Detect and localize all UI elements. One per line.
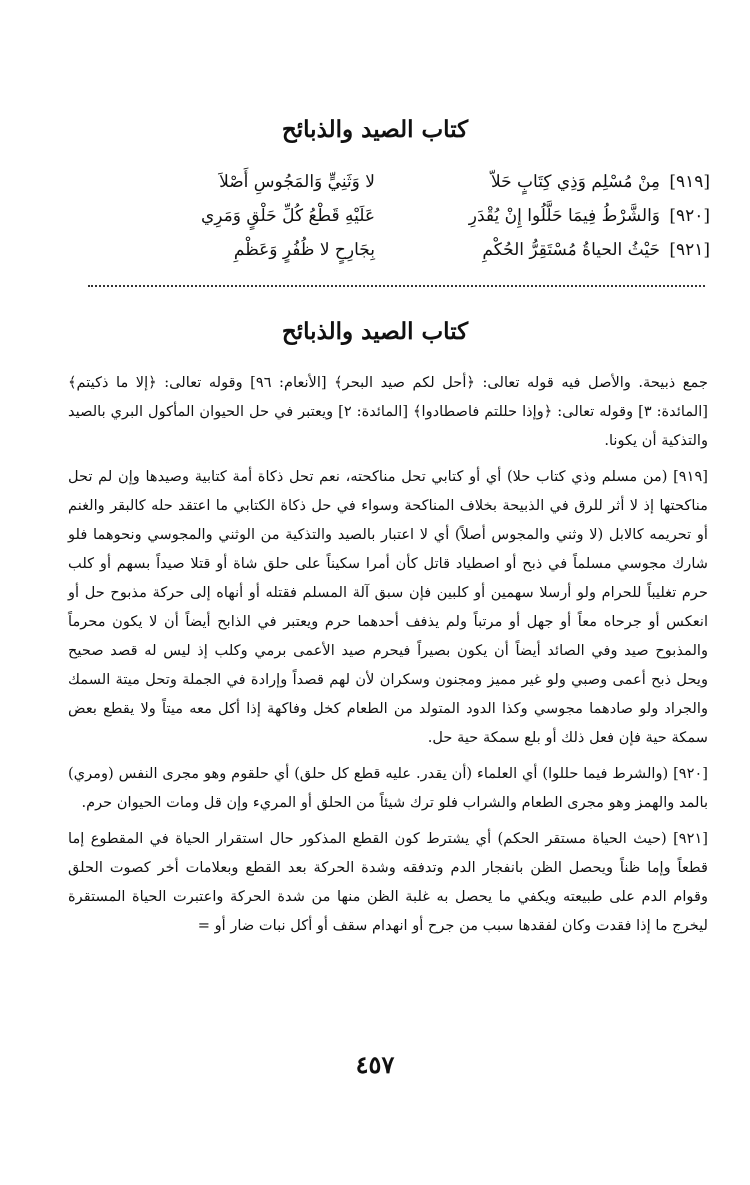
verse-row [110,202,710,236]
dotted-divider [88,285,705,287]
commentary-paragraph-920: [٩٢٠] (والشرط فيما حللوا) أي العلماء (أن يقدر. عليه قطع كل حلق) أي حلقوم وهو مجرى النفس (ومري) بالمد والهمز وهو مجرى الطعام والشراب فلو ترك شيئاً من الحلق أو المريء وإن قل ومات الحيوان حرم. [68,765,708,811]
verse-number: [٩١٩] [669,172,710,192]
commentary-paragraph-921: [٩٢١] (حيث الحياة مستقر الحكم) أي يشترط كون القطع المذكور حال استقرار الحياة في المقطوع إما قطعاً وإما ظناً ويحصل الظن بانفجار الدم وتدفقه وشدة الحركة بعد القطع وبعلامات أخر كصوت الحلق وقوام الدم على طبيعته ويكفي ما يحصل به غلبة الظن منها من شدة الحركة واعتبرت الحياة المستقرة ليخرج ما إذا فقدت وكان لفقدها سبب من جرح أو انهدام سقف أو أكل نبات ضار أو = [68,830,708,934]
verse-row [110,236,710,270]
verse-second-hemistich: لا وَثَنِيٍّ وَالمَجُوسِ أَصْلاَ [219,172,375,192]
verse-first-hemistich: مِنْ مُسْلِم وَذِي كِتَابٍ حَلاّ [490,172,660,192]
page-number: ٤٥٧ [355,1050,395,1079]
verse-number: [٩٢٠] [669,206,710,226]
intro-paragraph: جمع ذبيحة. والأصل فيه قوله تعالى: ﴿أحل لكم صيد البحر﴾ [الأنعام: ٩٦] وقوله تعالى: ﴿إلا ما ذكيتم﴾ [المائدة: ٣] وقوله تعالى: ﴿وإذا حللتم فاصطادوا﴾ [المائدة: ٢] ويعتبر في حل الحيوان المأكول البري بالصيد والتذكية أن يكونا. [68,374,708,449]
commentary-chapter-title: كتاب الصيد والذبائح [281,318,469,345]
verse-second-hemistich: عَلَيْهِ قَطْعُ كُلِّ حَلْقٍ وَمَرِي [200,206,375,226]
verse-row [110,168,710,202]
commentary-paragraph-919: [٩١٩] (من مسلم وذي كتاب حلا) أي أو كتابي تحل مناكحته، نعم تحل ذكاة أمة كتابية وصيدها وإن لم تحل مناكحتها إذ لا أثر للرق في الذبيحة بخلاف المناكحة وسواء في حل ذكاة الكتابي ما اعتقد حله كالبقر والغنم أو تحريمه كالابل (لا وثني والمجوس أصلاً) أي لا اعتبار بالصيد والتذكية من الوثني والمجوسي ونحوهما فلو شارك مجوسي مسلماً في ذبح أو اصطياد قاتل كأن أمرا سكيناً على حلق شاة أو قتلا صيداً بسهم أو كلب حرم تغليباً للحرام ولو أرسلا سهمين أو كلبين فإن سبق آلة المسلم فقتله أو أنهاه إلى حركة مذبوح حل أو انعكس أو جرحاه معاً أو جهل أو مرتباً ولم يذفف أحدهما حرم ويعتبر في الذابح أيضاً أن لا يكون محرماً والمذبوح صيد وفي الصائد أيضاً أن يكون بصيراً فيحرم صيد الأعمى برمي وكلب إذ ليس له قصد صحيح ويحل ذبح أعمى وصبي ولو غير مميز ومجنون وسكران لأن لهم قصداً وإرادة في الجملة وتحل ميتة السمك والجراد ولو صادهما مجوسي وكذا الدود المتولد من الطعام كخل وفاكهة إذا أكل معه ميتاً ولا يقطع بعض سمكة حية فإن فعل ذلك أو بلع سمكة حية حل. [68,468,708,746]
verse-second-hemistich: بِجَارِحٍ لا ظُفُرٍ وَعَظْمِ [233,240,375,260]
verse-first-hemistich: حَيْثُ الحياةُ مُسْتَقِرُّ الحُكْمِ [482,240,660,260]
verse-first-hemistich: وَالشَّرْطُ فِيمَا حَلَّلُوا إِنْ يُقْدَرِ [468,206,660,226]
poem-chapter-title: كتاب الصيد والذبائح [281,116,469,143]
verse-number: [٩٢١] [669,240,710,260]
commentary-body [68,368,708,947]
